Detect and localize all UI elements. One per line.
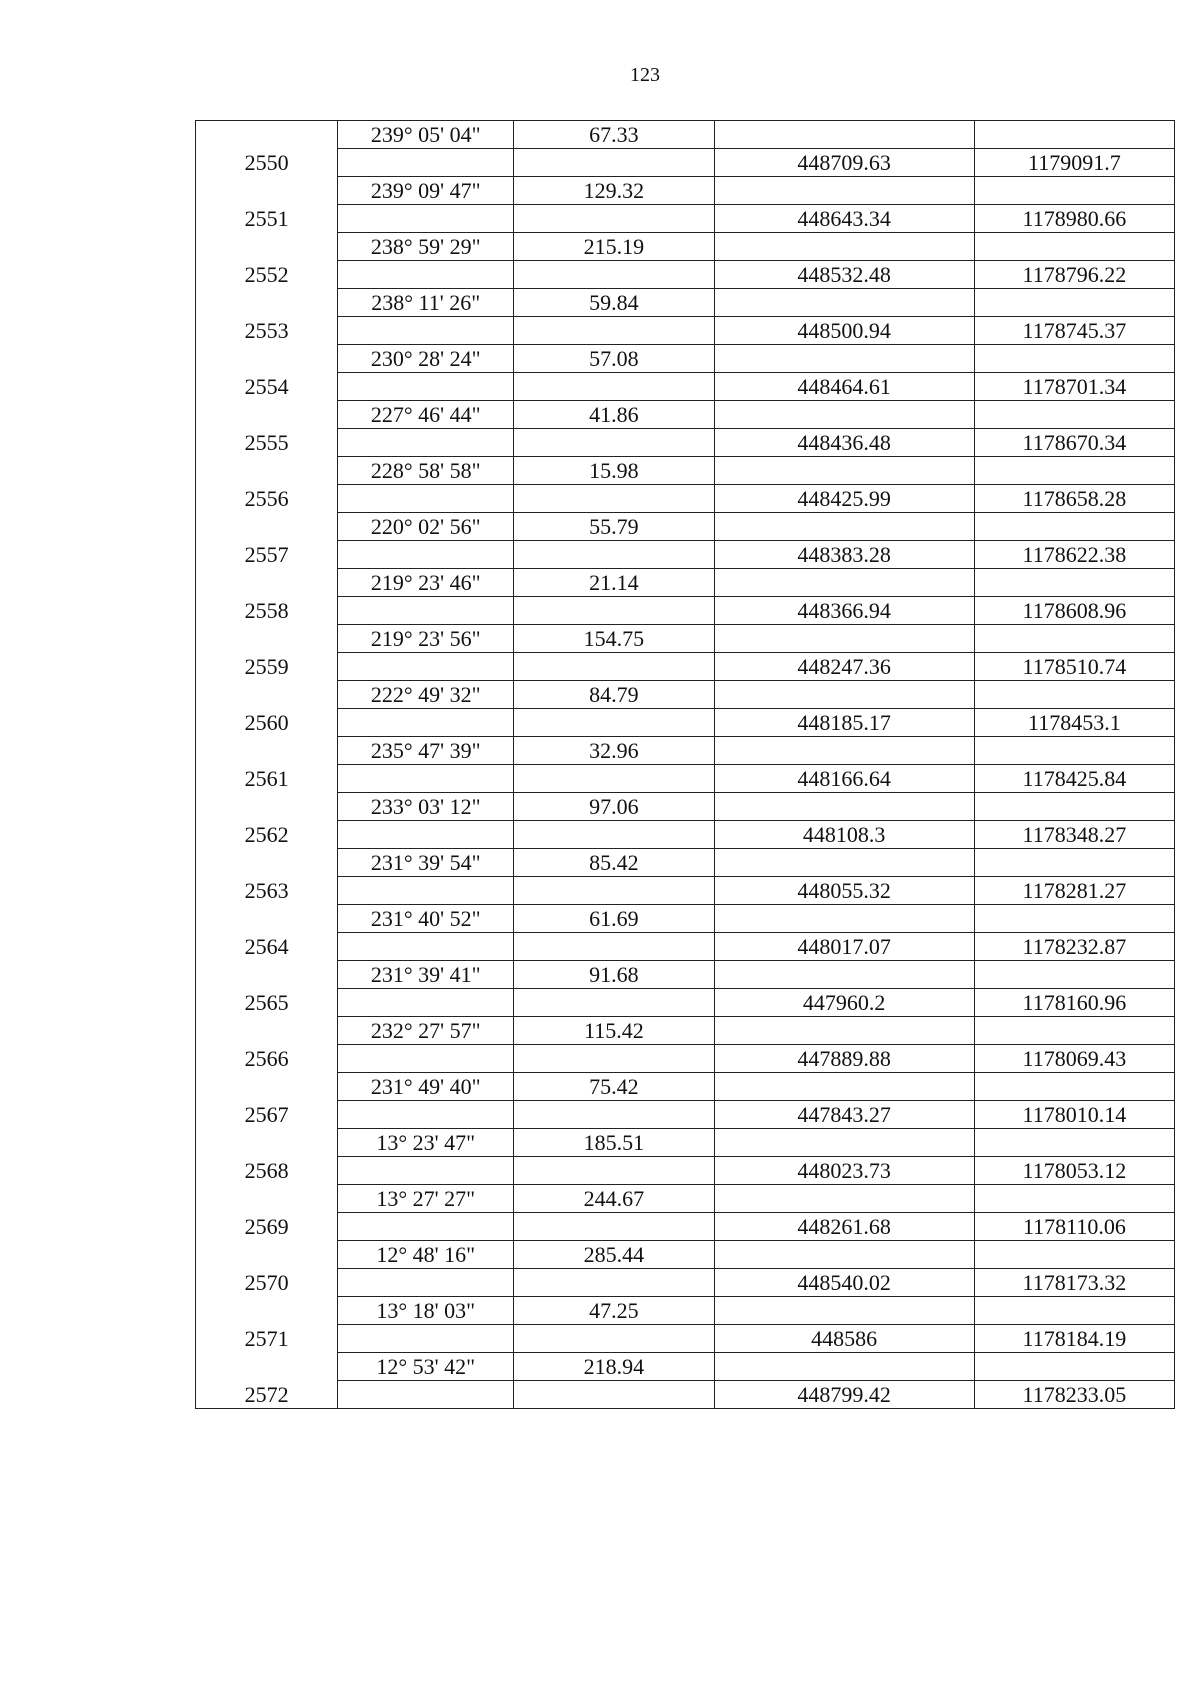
point-cell: 2554 <box>196 373 338 401</box>
distance-cell: 285.44 <box>514 1241 714 1269</box>
x-cell: 448108.3 <box>714 821 974 849</box>
table-row-point <box>196 1213 1175 1241</box>
table-row-leg <box>196 1297 1175 1325</box>
x-cell: 448464.61 <box>714 373 974 401</box>
y-cell <box>974 1241 1174 1269</box>
table-row-point <box>196 877 1175 905</box>
point-cell <box>196 233 338 261</box>
point-cell <box>196 289 338 317</box>
table-row-leg <box>196 1073 1175 1101</box>
y-cell <box>974 849 1174 877</box>
distance-cell <box>514 1213 714 1241</box>
angle-cell <box>338 989 514 1017</box>
angle-cell: 230° 28' 24" <box>338 345 514 373</box>
table-row-point <box>196 1269 1175 1297</box>
x-cell: 448055.32 <box>714 877 974 905</box>
distance-cell: 15.98 <box>514 457 714 485</box>
x-cell <box>714 345 974 373</box>
point-cell: 2559 <box>196 653 338 681</box>
point-cell <box>196 1185 338 1213</box>
point-cell <box>196 793 338 821</box>
y-cell <box>974 1353 1174 1381</box>
y-cell <box>974 345 1174 373</box>
angle-cell <box>338 149 514 177</box>
x-cell: 448540.02 <box>714 1269 974 1297</box>
angle-cell: 235° 47' 39" <box>338 737 514 765</box>
y-cell: 1178453.1 <box>974 709 1174 737</box>
point-cell: 2564 <box>196 933 338 961</box>
x-cell: 448383.28 <box>714 541 974 569</box>
angle-cell: 232° 27' 57" <box>338 1017 514 1045</box>
angle-cell <box>338 317 514 345</box>
x-cell: 448366.94 <box>714 597 974 625</box>
angle-cell: 227° 46' 44" <box>338 401 514 429</box>
y-cell <box>974 1129 1174 1157</box>
y-cell: 1178701.34 <box>974 373 1174 401</box>
table-row-point <box>196 821 1175 849</box>
point-cell <box>196 737 338 765</box>
point-cell <box>196 1073 338 1101</box>
y-cell <box>974 177 1174 205</box>
point-cell: 2556 <box>196 485 338 513</box>
point-cell: 2565 <box>196 989 338 1017</box>
y-cell: 1178069.43 <box>974 1045 1174 1073</box>
angle-cell: 233° 03' 12" <box>338 793 514 821</box>
angle-cell: 13° 23' 47" <box>338 1129 514 1157</box>
x-cell <box>714 1353 974 1381</box>
distance-cell <box>514 1269 714 1297</box>
angle-cell <box>338 373 514 401</box>
x-cell: 448532.48 <box>714 261 974 289</box>
angle-cell: 12° 48' 16" <box>338 1241 514 1269</box>
x-cell <box>714 1297 974 1325</box>
point-cell: 2570 <box>196 1269 338 1297</box>
point-cell: 2561 <box>196 765 338 793</box>
table-row-leg <box>196 681 1175 709</box>
point-cell: 2567 <box>196 1101 338 1129</box>
table-row-leg <box>196 1129 1175 1157</box>
distance-cell <box>514 1325 714 1353</box>
y-cell <box>974 513 1174 541</box>
x-cell <box>714 849 974 877</box>
x-cell: 448261.68 <box>714 1213 974 1241</box>
distance-cell <box>514 1381 714 1409</box>
y-cell: 1178670.34 <box>974 429 1174 457</box>
angle-cell <box>338 1325 514 1353</box>
distance-cell <box>514 765 714 793</box>
table-row-point <box>196 1045 1175 1073</box>
distance-cell <box>514 485 714 513</box>
angle-cell: 12° 53' 42" <box>338 1353 514 1381</box>
point-cell <box>196 905 338 933</box>
y-cell <box>974 457 1174 485</box>
x-cell <box>714 1017 974 1045</box>
angle-cell: 239° 05' 04" <box>338 121 514 149</box>
x-cell: 448023.73 <box>714 1157 974 1185</box>
x-cell <box>714 569 974 597</box>
x-cell <box>714 961 974 989</box>
point-cell <box>196 681 338 709</box>
angle-cell <box>338 205 514 233</box>
distance-cell <box>514 989 714 1017</box>
x-cell <box>714 1185 974 1213</box>
point-cell: 2563 <box>196 877 338 905</box>
y-cell: 1178745.37 <box>974 317 1174 345</box>
x-cell: 448166.64 <box>714 765 974 793</box>
y-cell <box>974 681 1174 709</box>
distance-cell <box>514 1157 714 1185</box>
x-cell: 448185.17 <box>714 709 974 737</box>
table-row-point <box>196 373 1175 401</box>
angle-cell <box>338 429 514 457</box>
distance-cell: 41.86 <box>514 401 714 429</box>
x-cell <box>714 625 974 653</box>
angle-cell: 219° 23' 46" <box>338 569 514 597</box>
table-row-point <box>196 541 1175 569</box>
angle-cell: 231° 39' 54" <box>338 849 514 877</box>
distance-cell <box>514 709 714 737</box>
table-row-leg <box>196 1185 1175 1213</box>
table-row-leg <box>196 625 1175 653</box>
point-cell <box>196 457 338 485</box>
point-cell <box>196 401 338 429</box>
point-cell <box>196 849 338 877</box>
x-cell <box>714 401 974 429</box>
distance-cell <box>514 541 714 569</box>
table-row-leg <box>196 457 1175 485</box>
y-cell <box>974 401 1174 429</box>
distance-cell: 32.96 <box>514 737 714 765</box>
x-cell <box>714 1129 974 1157</box>
table-row-point <box>196 261 1175 289</box>
table-row-point <box>196 1101 1175 1129</box>
y-cell <box>974 289 1174 317</box>
point-cell: 2551 <box>196 205 338 233</box>
y-cell <box>974 1073 1174 1101</box>
x-cell: 448586 <box>714 1325 974 1353</box>
y-cell: 1178796.22 <box>974 261 1174 289</box>
table-row-leg <box>196 1017 1175 1045</box>
distance-cell: 21.14 <box>514 569 714 597</box>
table-row-point <box>196 485 1175 513</box>
table-row-leg <box>196 849 1175 877</box>
point-cell: 2569 <box>196 1213 338 1241</box>
x-cell <box>714 1073 974 1101</box>
angle-cell <box>338 1269 514 1297</box>
angle-cell: 13° 18' 03" <box>338 1297 514 1325</box>
angle-cell <box>338 1381 514 1409</box>
y-cell: 1178608.96 <box>974 597 1174 625</box>
distance-cell <box>514 597 714 625</box>
x-cell <box>714 177 974 205</box>
angle-cell: 239° 09' 47" <box>338 177 514 205</box>
point-cell: 2558 <box>196 597 338 625</box>
point-cell <box>196 1129 338 1157</box>
point-cell: 2562 <box>196 821 338 849</box>
angle-cell: 231° 39' 41" <box>338 961 514 989</box>
table-row-point <box>196 597 1175 625</box>
point-cell <box>196 961 338 989</box>
table-row-leg <box>196 289 1175 317</box>
table-row-leg <box>196 121 1175 149</box>
table-row-point <box>196 653 1175 681</box>
point-cell <box>196 121 338 149</box>
y-cell <box>974 121 1174 149</box>
x-cell: 447960.2 <box>714 989 974 1017</box>
y-cell <box>974 1185 1174 1213</box>
x-cell <box>714 905 974 933</box>
distance-cell: 67.33 <box>514 121 714 149</box>
point-cell: 2557 <box>196 541 338 569</box>
angle-cell <box>338 261 514 289</box>
table-row-leg <box>196 345 1175 373</box>
point-cell <box>196 1017 338 1045</box>
point-cell: 2560 <box>196 709 338 737</box>
x-cell <box>714 1241 974 1269</box>
angle-cell <box>338 821 514 849</box>
distance-cell: 215.19 <box>514 233 714 261</box>
angle-cell: 228° 58' 58" <box>338 457 514 485</box>
x-cell: 447889.88 <box>714 1045 974 1073</box>
distance-cell: 97.06 <box>514 793 714 821</box>
angle-cell <box>338 1213 514 1241</box>
y-cell: 1178425.84 <box>974 765 1174 793</box>
distance-cell: 47.25 <box>514 1297 714 1325</box>
distance-cell <box>514 877 714 905</box>
table-row-point <box>196 205 1175 233</box>
y-cell: 1178053.12 <box>974 1157 1174 1185</box>
y-cell <box>974 1017 1174 1045</box>
point-cell <box>196 345 338 373</box>
point-cell <box>196 569 338 597</box>
y-cell: 1178658.28 <box>974 485 1174 513</box>
x-cell: 448500.94 <box>714 317 974 345</box>
table-row-point <box>196 989 1175 1017</box>
distance-cell: 154.75 <box>514 625 714 653</box>
distance-cell <box>514 149 714 177</box>
table-row-point <box>196 709 1175 737</box>
table-row-leg <box>196 233 1175 261</box>
table-row-leg <box>196 905 1175 933</box>
y-cell: 1178010.14 <box>974 1101 1174 1129</box>
x-cell <box>714 793 974 821</box>
y-cell <box>974 233 1174 261</box>
y-cell: 1178173.32 <box>974 1269 1174 1297</box>
table-row-point <box>196 1381 1175 1409</box>
y-cell <box>974 569 1174 597</box>
point-cell: 2566 <box>196 1045 338 1073</box>
table-row-point <box>196 1325 1175 1353</box>
point-cell: 2550 <box>196 149 338 177</box>
angle-cell <box>338 709 514 737</box>
table-row-leg <box>196 513 1175 541</box>
distance-cell: 185.51 <box>514 1129 714 1157</box>
y-cell <box>974 737 1174 765</box>
distance-cell <box>514 821 714 849</box>
x-cell: 447843.27 <box>714 1101 974 1129</box>
point-cell: 2568 <box>196 1157 338 1185</box>
point-cell: 2552 <box>196 261 338 289</box>
angle-cell <box>338 541 514 569</box>
distance-cell: 218.94 <box>514 1353 714 1381</box>
coordinates-table <box>195 120 1175 1409</box>
y-cell: 1178110.06 <box>974 1213 1174 1241</box>
x-cell: 448436.48 <box>714 429 974 457</box>
distance-cell <box>514 317 714 345</box>
distance-cell: 57.08 <box>514 345 714 373</box>
distance-cell: 59.84 <box>514 289 714 317</box>
y-cell: 1178281.27 <box>974 877 1174 905</box>
angle-cell <box>338 933 514 961</box>
angle-cell: 238° 11' 26" <box>338 289 514 317</box>
table-row-leg <box>196 177 1175 205</box>
x-cell <box>714 737 974 765</box>
y-cell <box>974 1297 1174 1325</box>
distance-cell: 91.68 <box>514 961 714 989</box>
y-cell: 1178510.74 <box>974 653 1174 681</box>
x-cell <box>714 121 974 149</box>
x-cell: 448799.42 <box>714 1381 974 1409</box>
y-cell: 1178980.66 <box>974 205 1174 233</box>
angle-cell <box>338 653 514 681</box>
angle-cell: 13° 27' 27" <box>338 1185 514 1213</box>
y-cell: 1179091.7 <box>974 149 1174 177</box>
x-cell <box>714 233 974 261</box>
distance-cell: 244.67 <box>514 1185 714 1213</box>
y-cell: 1178184.19 <box>974 1325 1174 1353</box>
x-cell: 448425.99 <box>714 485 974 513</box>
distance-cell <box>514 653 714 681</box>
angle-cell: 219° 23' 56" <box>338 625 514 653</box>
point-cell: 2572 <box>196 1381 338 1409</box>
y-cell: 1178622.38 <box>974 541 1174 569</box>
y-cell <box>974 793 1174 821</box>
y-cell: 1178160.96 <box>974 989 1174 1017</box>
distance-cell <box>514 373 714 401</box>
distance-cell: 115.42 <box>514 1017 714 1045</box>
x-cell <box>714 289 974 317</box>
distance-cell <box>514 205 714 233</box>
table-row-point <box>196 1157 1175 1185</box>
point-cell <box>196 177 338 205</box>
table-row-leg <box>196 793 1175 821</box>
angle-cell: 222° 49' 32" <box>338 681 514 709</box>
x-cell: 448643.34 <box>714 205 974 233</box>
table-row-leg <box>196 737 1175 765</box>
point-cell <box>196 513 338 541</box>
point-cell <box>196 625 338 653</box>
x-cell: 448247.36 <box>714 653 974 681</box>
x-cell: 448017.07 <box>714 933 974 961</box>
table-row-leg <box>196 1241 1175 1269</box>
distance-cell: 55.79 <box>514 513 714 541</box>
distance-cell <box>514 429 714 457</box>
angle-cell: 238° 59' 29" <box>338 233 514 261</box>
angle-cell: 231° 49' 40" <box>338 1073 514 1101</box>
table-row-point <box>196 933 1175 961</box>
distance-cell: 129.32 <box>514 177 714 205</box>
table-row-point <box>196 429 1175 457</box>
point-cell <box>196 1241 338 1269</box>
x-cell: 448709.63 <box>714 149 974 177</box>
angle-cell <box>338 1045 514 1073</box>
table-row-leg <box>196 401 1175 429</box>
x-cell <box>714 681 974 709</box>
point-cell: 2553 <box>196 317 338 345</box>
angle-cell: 220° 02' 56" <box>338 513 514 541</box>
y-cell: 1178232.87 <box>974 933 1174 961</box>
y-cell: 1178233.05 <box>974 1381 1174 1409</box>
x-cell <box>714 513 974 541</box>
table-row-leg <box>196 961 1175 989</box>
distance-cell: 75.42 <box>514 1073 714 1101</box>
distance-cell <box>514 261 714 289</box>
table-row-leg <box>196 569 1175 597</box>
y-cell: 1178348.27 <box>974 821 1174 849</box>
angle-cell <box>338 1157 514 1185</box>
angle-cell <box>338 765 514 793</box>
x-cell <box>714 457 974 485</box>
table-row-leg <box>196 1353 1175 1381</box>
point-cell <box>196 1353 338 1381</box>
distance-cell: 61.69 <box>514 905 714 933</box>
angle-cell <box>338 1101 514 1129</box>
coordinates-table-body <box>196 121 1175 1409</box>
point-cell: 2571 <box>196 1325 338 1353</box>
point-cell <box>196 1297 338 1325</box>
point-cell: 2555 <box>196 429 338 457</box>
table-row-point <box>196 149 1175 177</box>
angle-cell <box>338 877 514 905</box>
distance-cell <box>514 1045 714 1073</box>
y-cell <box>974 905 1174 933</box>
table-row-point <box>196 317 1175 345</box>
distance-cell: 85.42 <box>514 849 714 877</box>
distance-cell <box>514 933 714 961</box>
angle-cell: 231° 40' 52" <box>338 905 514 933</box>
page-number: 123 <box>630 64 660 86</box>
y-cell <box>974 961 1174 989</box>
distance-cell <box>514 1101 714 1129</box>
distance-cell: 84.79 <box>514 681 714 709</box>
table-row-point <box>196 765 1175 793</box>
y-cell <box>974 625 1174 653</box>
angle-cell <box>338 597 514 625</box>
angle-cell <box>338 485 514 513</box>
